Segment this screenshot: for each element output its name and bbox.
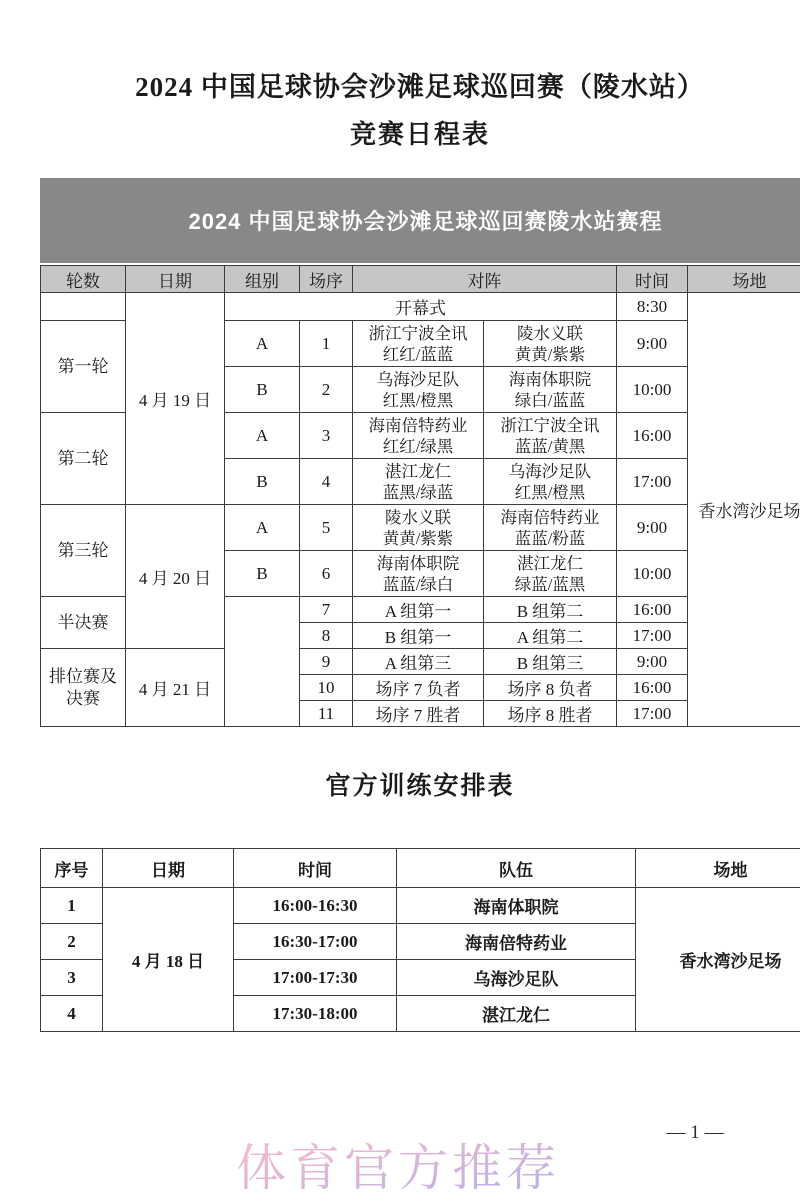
matchup-home-cell [353,505,484,551]
no-cell: 2 [41,924,103,960]
team-name: 湛江龙仁 [385,461,451,481]
team-cell: 湛江龙仁 [397,996,636,1032]
match-no-cell: 8 [300,623,353,649]
training-section-title: 官方训练安排表 [325,773,515,800]
team-cell: 海南体职院 [397,888,636,924]
match-no-cell: 4 [300,459,353,505]
time-cell: 16:00 [617,675,688,701]
schedule-banner [40,178,800,263]
matchup-away-cell [484,459,617,505]
column-header-matchup: 对阵 [353,266,617,293]
team-name: 乌海沙足队 [508,461,592,481]
matchup-home-cell [353,413,484,459]
matchup-away-cell: 场序 8 负者 [484,675,617,701]
team-kit: 蓝蓝/粉蓝 [514,528,586,548]
no-cell: 3 [41,960,103,996]
column-header-match-no: 场序 [300,266,353,293]
matchup-home-cell: 场序 7 负者 [353,675,484,701]
time-cell: 9:00 [617,649,688,675]
match-no-cell: 1 [300,321,353,367]
no-cell: 1 [41,888,103,924]
no-cell: 4 [41,996,103,1032]
match-no-cell: 7 [300,597,353,623]
group-cell: B [225,459,300,505]
column-header-round: 轮数 [41,266,126,293]
column-header-team: 队伍 [397,849,636,888]
table-row-opening [41,293,800,321]
time-cell: 16:00 [617,413,688,459]
matchup-home-cell: A 组第一 [353,597,484,623]
matchup-home-cell [353,367,484,413]
time-cell: 17:00-17:30 [234,960,397,996]
round-cell: 排位赛及决赛 [41,649,126,727]
team-kit: 红红/绿黑 [382,436,454,456]
team-name: 浙江宁波全讯 [368,323,468,343]
column-header-venue: 场地 [688,266,800,293]
match-no-cell: 6 [300,551,353,597]
time-cell: 9:00 [617,321,688,367]
matchup-away-cell: B 组第三 [484,649,617,675]
time-cell: 17:30-18:00 [234,996,397,1032]
matchup-home-cell: B 组第一 [353,623,484,649]
round-cell: 第三轮 [41,505,126,597]
watermark: 体育官方推荐 [236,1128,560,1200]
time-cell: 16:30-17:00 [234,924,397,960]
time-cell: 17:00 [617,623,688,649]
team-kit: 绿白/蓝蓝 [514,390,586,410]
opening-ceremony-cell: 开幕式 [225,293,617,321]
column-header-time: 时间 [617,266,688,293]
matchup-away-cell: A 组第二 [484,623,617,649]
time-cell: 17:00 [617,701,688,727]
team-cell: 乌海沙足队 [397,960,636,996]
team-kit: 红黑/橙黑 [382,390,454,410]
match-no-cell: 3 [300,413,353,459]
match-no-cell: 10 [300,675,353,701]
schedule-header-row [41,266,800,293]
team-kit: 绿蓝/蓝黑 [514,574,586,594]
round-cell: 第一轮 [41,321,126,413]
table-row-training [41,888,800,924]
date-cell: 4 月 21 日 [126,649,225,727]
group-cell: A [225,413,300,459]
training-table [40,848,800,1032]
page-subtitle: 竞赛日程表 [349,120,490,149]
matchup-away-cell [484,505,617,551]
venue-cell: 香水湾沙足场 [688,293,800,727]
round-cell: 半决赛 [41,597,126,649]
time-cell: 16:00 [617,597,688,623]
matchup-home-cell: 场序 7 胜者 [353,701,484,727]
column-header-date: 日期 [103,849,234,888]
time-cell: 16:00-16:30 [234,888,397,924]
empty-group-cell [225,597,300,727]
column-header-group: 组别 [225,266,300,293]
team-kit: 黄黄/紫紫 [514,344,586,364]
schedule-banner-title: 2024 中国足球协会沙滩足球巡回赛陵水站赛程 [188,209,663,234]
matchup-away-cell: B 组第二 [484,597,617,623]
team-kit: 蓝蓝/绿白 [382,574,454,594]
page-number: — 1 — [666,1122,724,1143]
team-kit: 蓝蓝/黄黑 [514,436,586,456]
column-header-time: 时间 [234,849,397,888]
team-name: 海南倍特药业 [368,415,468,435]
time-cell: 17:00 [617,459,688,505]
match-no-cell: 9 [300,649,353,675]
team-name: 海南体职院 [376,553,460,573]
group-cell: B [225,551,300,597]
team-kit: 蓝黑/绿蓝 [382,482,454,502]
matchup-away-cell [484,551,617,597]
group-cell: B [225,367,300,413]
matchup-home-cell [353,459,484,505]
matchup-home-cell: A 组第三 [353,649,484,675]
team-kit: 黄黄/紫紫 [382,528,454,548]
venue-cell: 香水湾沙足场 [636,888,800,1032]
team-kit: 红黑/橙黑 [514,482,586,502]
team-name: 陵水义联 [517,323,583,343]
table-row-match [41,505,800,551]
matchup-away-cell: 场序 8 胜者 [484,701,617,727]
time-cell: 10:00 [617,367,688,413]
group-cell: A [225,321,300,367]
team-name: 浙江宁波全讯 [500,415,600,435]
date-cell: 4 月 20 日 [126,505,225,649]
column-header-date: 日期 [126,266,225,293]
team-cell: 海南倍特药业 [397,924,636,960]
column-header-no: 序号 [41,849,103,888]
matchup-away-cell [484,321,617,367]
team-name: 海南体职院 [508,369,592,389]
match-no-cell: 2 [300,367,353,413]
schedule-table [40,265,800,727]
time-cell: 9:00 [617,505,688,551]
matchup-home-cell [353,321,484,367]
time-cell: 8:30 [617,293,688,321]
matchup-away-cell [484,413,617,459]
time-cell: 10:00 [617,551,688,597]
team-name: 陵水义联 [385,507,451,527]
team-name: 海南倍特药业 [500,507,600,527]
training-header-row [41,849,800,888]
group-cell: A [225,505,300,551]
date-cell: 4 月 18 日 [103,888,234,1032]
team-kit: 红红/蓝蓝 [382,344,454,364]
empty-round-cell [41,293,126,321]
team-name: 乌海沙足队 [376,369,460,389]
page-title: 2024 中国足球协会沙滩足球巡回赛（陵水站） [135,72,705,102]
match-no-cell: 5 [300,505,353,551]
matchup-away-cell [484,367,617,413]
round-cell: 第二轮 [41,413,126,505]
team-name: 湛江龙仁 [517,553,583,573]
match-no-cell: 11 [300,701,353,727]
table-row-knockout [41,649,800,675]
column-header-venue: 场地 [636,849,800,888]
date-cell: 4 月 19 日 [126,293,225,505]
matchup-home-cell [353,551,484,597]
